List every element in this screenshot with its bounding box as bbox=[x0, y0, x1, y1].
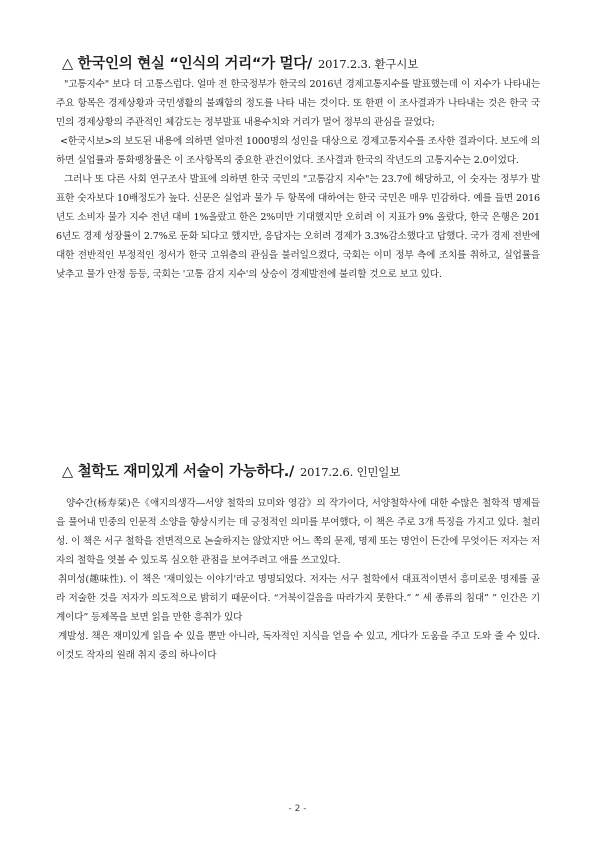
article-1-title: △ 한국인의 현실 “인식의 거리“가 멀다/ bbox=[62, 56, 312, 72]
article-2-paragraph-2: 취미성(趣味性). 이 책은 '재미있는 이야기'라고 명명되었다. 저자는 서구 철학에서 대표적이면서 흥미로운 명제를 골라 저술한 것을 저자가 의도적으로 밝히기 때문이다. “거북이걸음을 따라가지 못한다.” ” 세 종류의 침대” ” 인간은 기계이다” 등제목을 보면 읽을 만한 흥취가 있다 bbox=[56, 574, 540, 623]
article-2-source: 2017.2.6. 인민일보 bbox=[299, 465, 401, 479]
article-2-paragraph-3: 계발성. 책은 재미있게 읽을 수 있을 뿐만 아니라, 독자적인 지식을 얻을 수 있고, 게다가 도움을 주고 도와 줄 수 있다. 이것도 작자의 원래 취지 중의 하나이다 bbox=[56, 631, 540, 661]
article-1-paragraph-3: 그러나 또 다른 사회 연구조사 발표에 의하면 한국 국민의 "고통감지 지수"는 23.7에 해당하고, 이 숫자는 정부가 발표한 숫자보다 10배정도가 높다. 신문은 실업과 물가 두 항목에 대하여는 한국 국민은 매우 민감하다. 예를 들면 2016년도 소비자 물가 지수 전년 대비 1%올랐고 한은 2%미만 기대했지만 오히려 이 지표가 9% 올랐다, 한국 은행은 2016년도 경제 성장률이 2.7%로 둔화 되다고 했지만, 응답자는 오히려 경제가 3.3%감소했다고 답했다. 국가 경제 전반에 대한 전반적인 부정적인 정서가 한국 고위층의 관심을 불러일으켰다, 국회는 이미 정부 측에 조치를 취하고, 실업률을 낮추고 물가 안정 등등, 국회는 '고통 감지 지수'의 상승이 경제발전에 불리할 것으로 보고 있다. bbox=[56, 174, 540, 280]
article-1-source: 2017.2.3. 환구시보 bbox=[317, 57, 419, 71]
article-1-body bbox=[56, 75, 540, 284]
article-1-heading bbox=[62, 52, 562, 73]
article-1-paragraph-1: "고통지수" 보다 더 고통스럽다. 얼마 전 한국정부가 한국의 2016년 경제고통지수를 발표했는데 이 지수가 나타내는 주요 항목은 경제상황과 국민생활의 불쾌함의 정도를 나타 내는 것이다. 또 한편 이 조사결과가 나타내는 것은 한국 국민의 경제상황의 주관적인 체감도는 정부발표 내용수치와 거리가 멀어 정부의 관심을 끌었다; bbox=[56, 79, 540, 128]
article-1-paragraph-2: <한국시보>의 보도된 내용에 의하면 얼마전 1000명의 성인을 대상으로 경제고통지수를 조사한 결과이다. 보도에 의하면 실업률과 통화팽창률은 이 조사항목의 중요한 관건이었다. 조사결과 한국의 작년도의 고통지수는 2.0이었다. bbox=[56, 136, 540, 166]
article-2-title: △ 철학도 재미있게 서술이 가능하다./ bbox=[62, 464, 294, 480]
article-2-body bbox=[56, 494, 540, 665]
article-2-paragraph-1: 양수간(杨寿栞)은《애지의생각—서양 철학의 묘미와 영감》의 작가이다, 서양철학사에 대한 수많은 철학적 명제들을 풀어내 민중의 인문적 소양을 향상시키는 데 긍정적인 의미를 부여했다, 이 책은 주로 3개 특징을 가지고 있다. 철리성. 이 책은 서구 철학을 전면적으로 논술하지는 않았지만 어느 쪽의 문제, 명제 또는 명언이 든간에 무엇이든 저자는 저자의 철학을 엿볼 수 있도록 심오한 관점을 보여주려고 애를 쓰고있다. bbox=[56, 498, 540, 566]
article-2-heading bbox=[62, 460, 562, 481]
page-number: - 2 - bbox=[288, 804, 307, 814]
